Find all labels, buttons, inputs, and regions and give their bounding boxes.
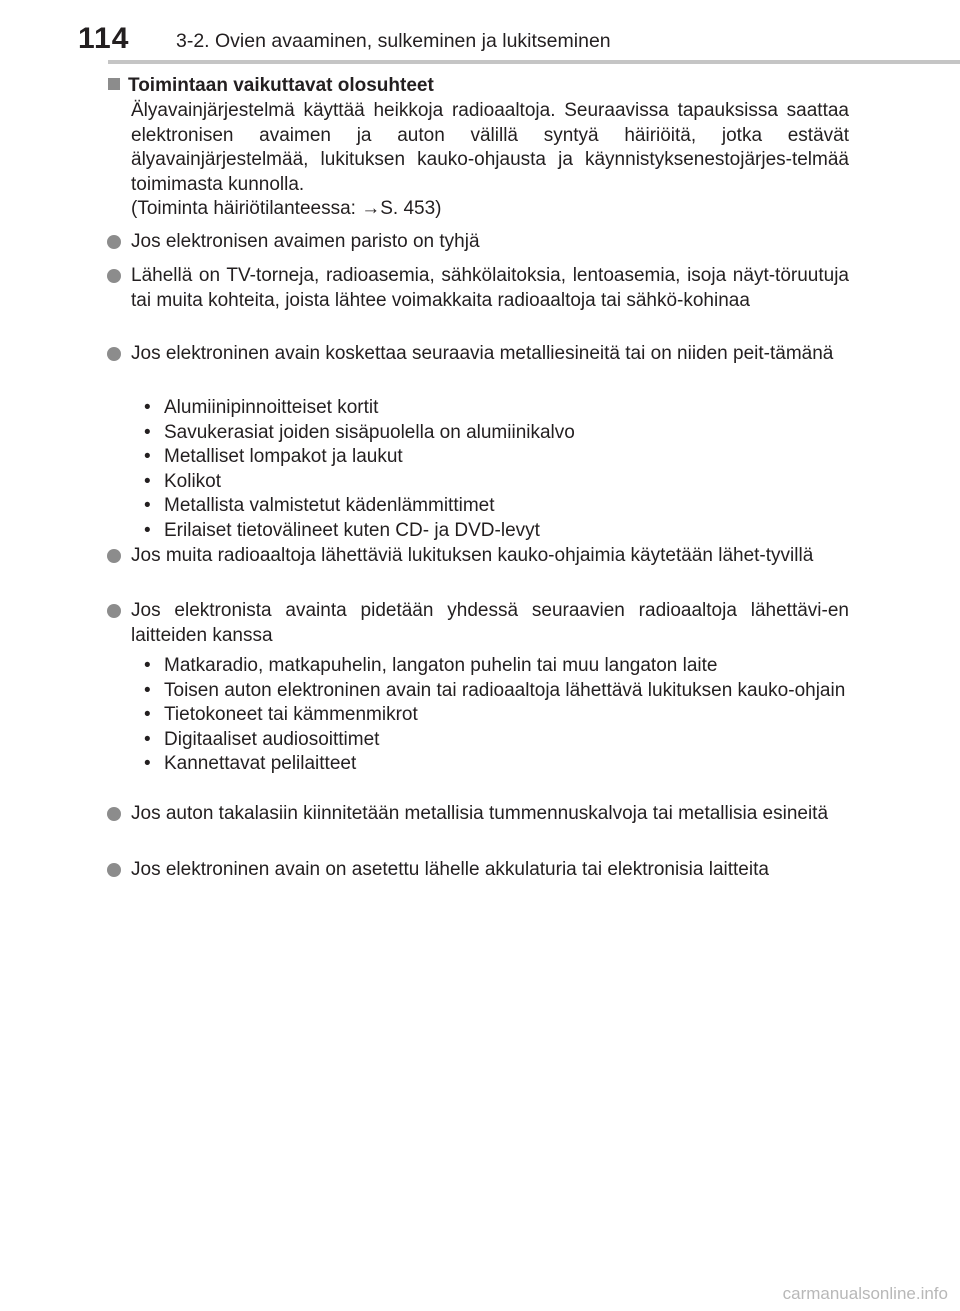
- list-item-text: Jos auton takalasiin kiinnitetään metallisia tummennuskalvoja tai metallisia esineitä: [131, 803, 829, 824]
- sub-list-item: • Erilaiset tietovälineet kuten CD- ja DVD-levyt: [144, 519, 849, 544]
- list-item-text: Jos elektronista avainta pidetään yhdessä seuraavien radioaaltoja lähettävi-en laitteiden kanssa: [131, 600, 849, 646]
- sub-list-item: • Tietokoneet tai kämmenmikrot: [144, 703, 849, 728]
- circle-bullet-icon: [107, 807, 121, 821]
- list-item: [107, 802, 849, 827]
- sub-list-item: • Alumiinipinnoitteiset kortit: [144, 396, 849, 421]
- chapter-title: 3-2. Ovien avaaminen, sulkeminen ja lukitseminen: [176, 30, 611, 52]
- sub-list: [144, 396, 849, 543]
- list-item-text: Jos elektroninen avain on asetettu lähelle akkulaturia tai elektronisia laitteita: [131, 859, 769, 880]
- list-item: [107, 230, 849, 255]
- list-item: [107, 599, 849, 648]
- section-heading-text: Toimintaan vaikuttavat olosuhteet: [128, 75, 434, 96]
- circle-bullet-icon: [107, 863, 121, 877]
- list-item: [107, 342, 849, 367]
- circle-bullet-icon: [107, 604, 121, 618]
- header-rule: [108, 60, 960, 64]
- sub-list-item: • Metallista valmistetut kädenlämmittimet: [144, 494, 849, 519]
- sub-list-item: • Savukerasiat joiden sisäpuolella on alumiinikalvo: [144, 421, 849, 446]
- square-bullet-icon: [108, 78, 120, 90]
- section-heading: [108, 74, 868, 98]
- page-number: 114: [78, 22, 130, 55]
- reference-text: (Toiminta häiriötilanteessa: →S. 453): [131, 198, 442, 219]
- sub-list-item: • Toisen auton elektroninen avain tai radioaaltoja lähettävä lukituksen kauko-ohjain: [144, 679, 849, 704]
- sub-list-item: • Kannettavat pelilaitteet: [144, 752, 849, 777]
- list-item-text: Jos muita radioaaltoja lähettäviä lukituksen kauko-ohjaimia käytetään lähet-tyvillä: [131, 545, 814, 566]
- intro-text: Älyavainjärjestelmä käyttää heikkoja radioaaltoja. Seuraavissa tapauksissa saattaa elektronisen avaimen ja auton välillä syntyä häiriöitä, jotka estävät älyavainjärjestelmää, lukituksen kauko-ohjausta ja käynnistyksenestojärjes-telmää toimimasta kunnolla.: [131, 100, 849, 195]
- list-item: [107, 544, 849, 569]
- circle-bullet-icon: [107, 269, 121, 283]
- circle-bullet-icon: [107, 235, 121, 249]
- circle-bullet-icon: [107, 347, 121, 361]
- list-item-text: Lähellä on TV-torneja, radioasemia, sähkölaitoksia, lentoasemia, isoja näyt-töruutuja tai muita kohteita, joista lähtee voimakkaita radioaaltoja tai sähkö-kohinaa: [131, 265, 849, 311]
- sub-list: [144, 654, 849, 777]
- list-item-text: Jos elektronisen avaimen paristo on tyhjä: [131, 231, 480, 252]
- sub-list-item: • Kolikot: [144, 470, 849, 495]
- sub-list-item: • Matkaradio, matkapuhelin, langaton puhelin tai muu langaton laite: [144, 654, 849, 679]
- list-item: [107, 264, 849, 313]
- sub-list-item: • Digitaaliset audiosoittimet: [144, 728, 849, 753]
- list-item: [107, 858, 849, 883]
- list-item-text: Jos elektroninen avain koskettaa seuraavia metalliesineitä tai on niiden peit-tämänä: [131, 343, 834, 364]
- sub-list-item: • Metalliset lompakot ja laukut: [144, 445, 849, 470]
- circle-bullet-icon: [107, 549, 121, 563]
- site-watermark: carmanualsonline.info: [782, 1284, 948, 1303]
- intro-paragraph: [131, 99, 849, 222]
